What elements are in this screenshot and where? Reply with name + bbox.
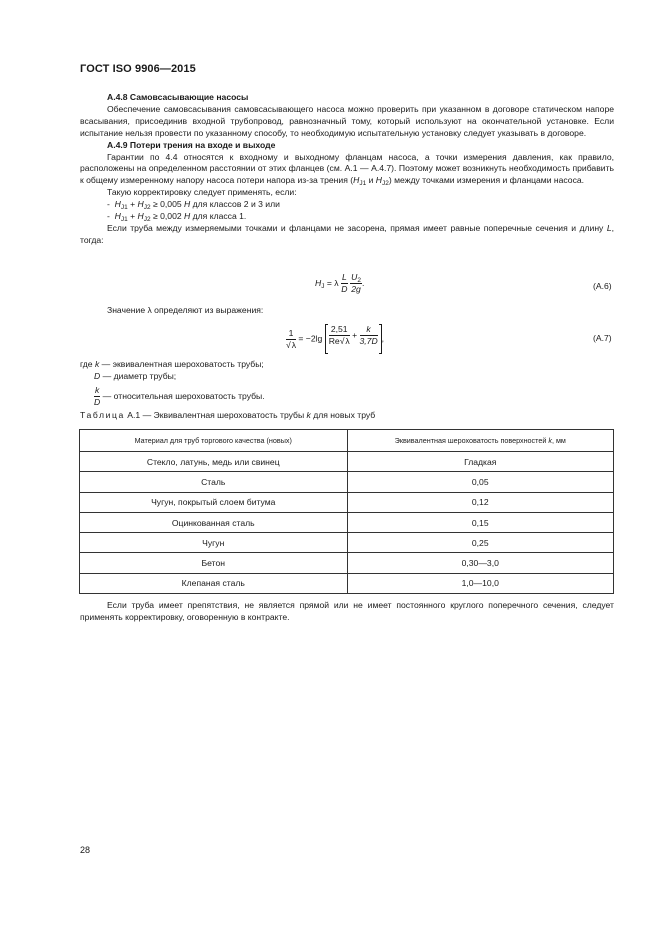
fraction-u2-over-2g: $\frac{U_2}{2g}$ xyxy=(351,272,361,294)
equation-number-a6: (А.6) xyxy=(593,281,612,291)
table-cell-material: Стекло, латунь, медь или свинец xyxy=(80,452,348,472)
table-cell-value: 0,12 xyxy=(347,492,614,512)
paragraph-pipe-clean: Если труба между измеряемыми точками и фланцами не засорена, прямая имеет равные поперечные сечения и длину L, тогда: xyxy=(80,222,614,245)
table-row xyxy=(80,492,614,512)
section-heading-a48: А.4.8 Самовсасывающие насосы xyxy=(107,92,249,102)
equation-number-a7: (А.7) xyxy=(593,333,612,343)
table-cell-value: 1,0—10,0 xyxy=(347,573,614,593)
table-cell-material: Чугун xyxy=(80,533,348,553)
where-clause xyxy=(80,359,614,408)
table-cell-value: 0,05 xyxy=(347,472,614,492)
table-row xyxy=(80,533,614,553)
table-row xyxy=(80,512,614,532)
table-row xyxy=(80,472,614,492)
where-d: D — диаметр трубы; xyxy=(94,370,177,381)
table-header-row xyxy=(80,430,614,452)
fraction-l-over-d: $\frac{L}{D}$ xyxy=(341,272,348,294)
table-cell-value: 0,15 xyxy=(347,512,614,532)
where-k: где k — эквивалентная шероховатость трубы; xyxy=(80,359,264,369)
list-item-class-1: - $H_{J1} + H_{J2} \ge 0,002$ H для класса 1. xyxy=(107,211,247,224)
closing-block xyxy=(80,600,614,624)
paragraph-guarantees: Гарантии по 4.4 относятся к входному и выходному фланцам насоса, а точки измерения давления, как правило, расположены на определенном расстоянии от этих фланцев (см. А.1 — А.4.7). Поэтому может возникнуть необходимость прибавить к общему измеренному напору насоса потери напора из-за трения ($H_{J1}$ и $H_{J2}$) между точками измерения и фланцами насоса. xyxy=(80,151,614,188)
table-cell-material: Сталь xyxy=(80,472,348,492)
table-row xyxy=(80,573,614,593)
page-number: 28 xyxy=(80,845,91,855)
table-header-material: Материал для труб торгового качества (новых) xyxy=(80,430,348,452)
formula-a6: $H_J = \lambda$ $\frac{L}{D}$ $\frac{U_2}{2g}$ . xyxy=(315,272,365,294)
roughness-table xyxy=(79,429,614,594)
table-header-roughness: Эквивалентная шероховатость поверхностей k, мм xyxy=(347,430,614,452)
where-k-over-d: $\frac{k}{D}$ — относительная шероховатость трубы. xyxy=(94,384,265,407)
paragraph-lambda-intro: Значение λ определяют из выражения: xyxy=(107,305,264,315)
paragraph-self-priming: Обеспечение самовсасывания самовсасывающего насоса можно проверить при указанном в договоре статическом напоре всасывания, присоединив входной трубопровод, равнозначный тому, который используют на окончательной установке. Если испытание нельзя провести по указанному способу, то необходимую испытательную установку следует указывать в договоре. xyxy=(80,103,614,138)
fraction-251-over-re-sqrt-lambda: $\frac{2,51}{Re√\lambda}$ xyxy=(328,324,350,346)
lambda-intro-block xyxy=(80,305,614,317)
fraction-one-over-sqrt-lambda: $\frac{1}{√\lambda}$ xyxy=(286,327,297,350)
table-cell-material: Клепаная сталь xyxy=(80,573,348,593)
table-row xyxy=(80,553,614,573)
section-heading-a49: А.4.9 Потери трения на входе и выходе xyxy=(107,139,276,150)
table-cell-material: Чугун, покрытый слоем битума xyxy=(80,492,348,512)
table-cell-value: Гладкая xyxy=(347,452,614,472)
fraction-k-over-37d: $\frac{k}{3,7D}$ xyxy=(359,324,378,346)
paragraph-obstruction: Если труба имеет препятствия, не является прямой или не имеет постоянного круглого поперечного сечения, следует применять корректировку, оговоренную в контракте. xyxy=(80,600,614,622)
table-cell-value: 0,25 xyxy=(347,533,614,553)
document-header: ГОСТ ISO 9906—2015 xyxy=(80,63,196,75)
list-item-class-2-3: - $H_{J1} + H_{J2} \ge 0,005$ H для классов 2 и 3 или xyxy=(107,199,280,212)
table-caption: Таблица А.1 — Эквивалентная шероховатость трубы k для новых труб xyxy=(80,410,376,420)
table-cell-material: Оцинкованная сталь xyxy=(80,512,348,532)
bracket-group: $\frac{2,51}{Re√\lambda}$ + $\frac{k}{3,7D}$ xyxy=(325,324,382,354)
formula-a7: $\frac{1}{√\lambda}$ = −2lg $\frac{2,51}{Re√\lambda}$ + $\frac{k}{3,7D}$ , xyxy=(286,324,384,354)
table-row xyxy=(80,452,614,472)
table-cell-material: Бетон xyxy=(80,553,348,573)
paragraph-correction-condition: Такую корректировку следует применять, если: xyxy=(107,187,297,198)
section-448-449 xyxy=(80,92,614,247)
fraction-k-over-d: $\frac{k}{D}$ xyxy=(94,384,101,407)
table-cell-value: 0,30—3,0 xyxy=(347,553,614,573)
